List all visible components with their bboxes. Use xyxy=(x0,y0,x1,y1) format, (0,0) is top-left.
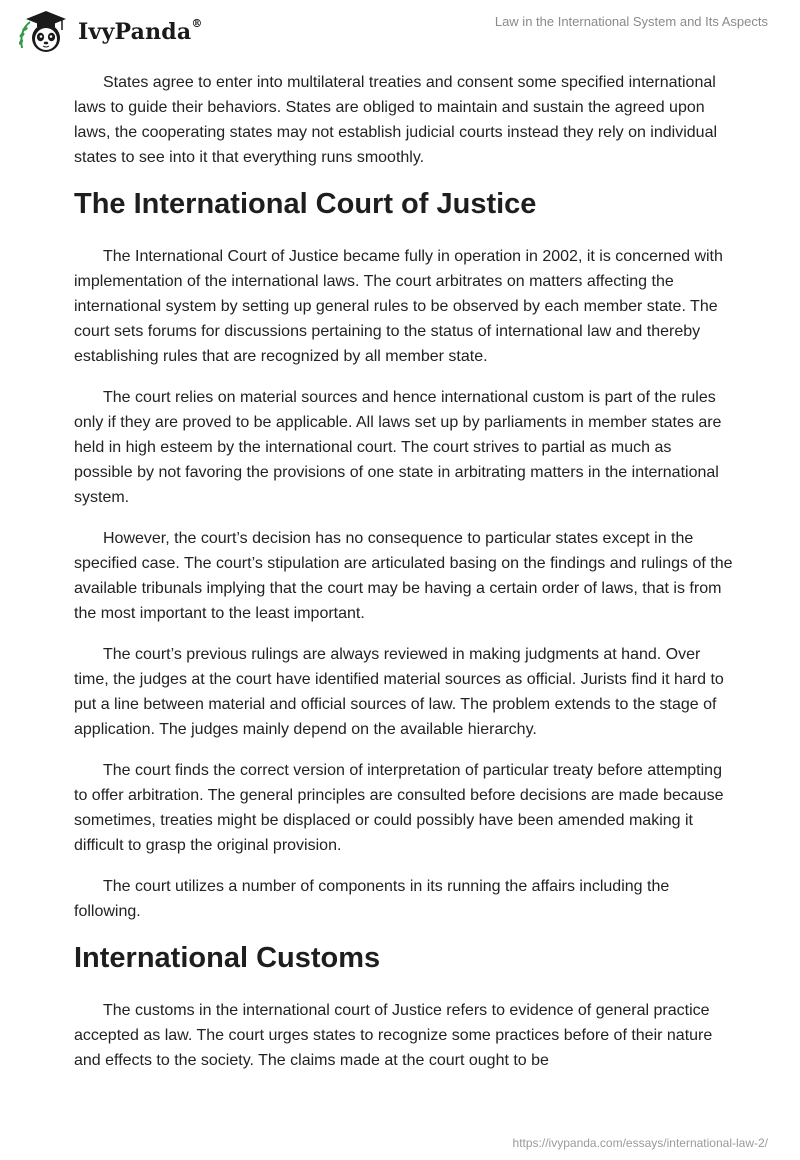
source-url[interactable]: https://ivypanda.com/essays/international-law-2/ xyxy=(512,1136,768,1150)
page-header xyxy=(0,0,800,64)
document-title: Law in the International System and Its Aspects xyxy=(494,14,768,29)
panda-graduate-icon xyxy=(16,8,74,56)
paragraph: The customs in the international court of Justice refers to evidence of general practice accepted as law. The court urges states to recognize some practices before of their nature and effects to the society. The claims made at the court ought to be xyxy=(74,1002,713,1069)
section-heading: International Customs xyxy=(74,942,381,974)
paragraph: The court relies on material sources and hence international custom is part of the rules only if they are proved to be applicable. All laws set up by parliaments in member states are held in high esteem by the international court. The court strives to partial as much as possible by not favoring the provisions of one state in arbitrating matters in the international system. xyxy=(74,389,722,506)
paragraph: The court finds the correct version of interpretation of particular treaty before attempting to offer arbitration. The general principles are consulted before decisions are made because sometimes, treaties might be displaced or could possibly have been amended making it difficult to grasp the original provision. xyxy=(74,762,724,854)
paragraph: The court utilizes a number of components in its running the affairs including the following. xyxy=(74,878,670,920)
paragraph: The International Court of Justice became fully in operation in 2002, it is concerned with implementation of the international laws. The court arbitrates on matters affecting the international system by setting up general rules to be observed by each member state. The court sets forums for discussions pertaining to the status of international law and thereby establishing rules that are recognized by all member state. xyxy=(74,248,723,365)
brand-name: IvyPanda® xyxy=(78,17,203,45)
paragraph: However, the court’s decision has no consequence to particular states except in the specified case. The court’s stipulation are articulated basing on the findings and rulings of the available tribunals implying that the court may be having a certain order of laws, that is from the most important to the least important. xyxy=(74,530,733,622)
paragraph: States agree to enter into multilateral treaties and consent some specified international laws to guide their behaviors. States are obliged to maintain and sustain the agreed upon laws, the cooperating states may not establish judicial courts instead they rely on individual states to see into it that everything runs smoothly. xyxy=(74,74,718,166)
paragraph: The court’s previous rulings are always reviewed in making judgments at hand. Over time, the judges at the court have identified material sources as official. Jurists find it hard to put a line between material and official sources of law. The problem extends to the stage of application. The judges mainly depend on the available hierarchy. xyxy=(74,646,724,738)
brand-logo[interactable] xyxy=(16,8,203,56)
essay-body xyxy=(74,70,734,1089)
section-heading: The International Court of Justice xyxy=(74,188,537,220)
